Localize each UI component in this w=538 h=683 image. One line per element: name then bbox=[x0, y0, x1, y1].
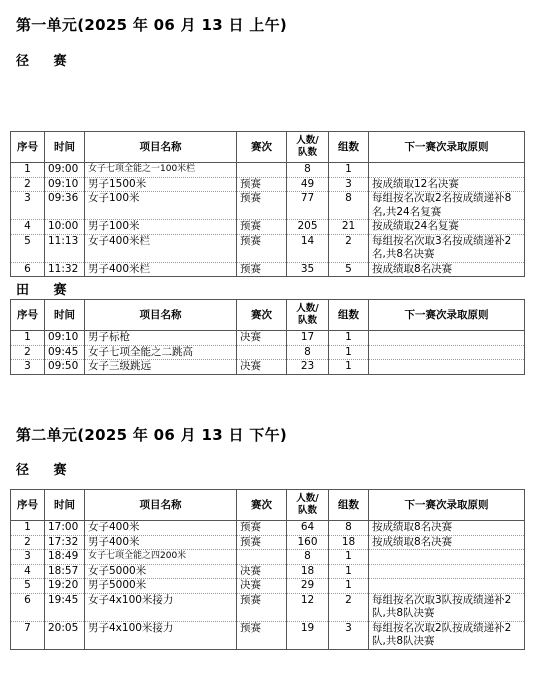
cell-round: 预赛 bbox=[237, 177, 287, 192]
cell-round: 预赛 bbox=[237, 621, 287, 649]
cell-time: 19:45 bbox=[45, 593, 85, 621]
cell-rule: 按成绩取8名决赛 bbox=[369, 262, 525, 277]
header-col-round: 赛次 bbox=[237, 300, 287, 331]
cell-event: 男子400米栏 bbox=[85, 262, 237, 277]
table-row bbox=[11, 177, 525, 192]
header-col-time: 时间 bbox=[45, 132, 85, 163]
header-col-round: 赛次 bbox=[237, 132, 287, 163]
section-title-field: 田 赛 bbox=[16, 283, 77, 298]
cell-index: 2 bbox=[11, 345, 45, 360]
cell-round: 预赛 bbox=[237, 593, 287, 621]
cell-time: 09:00 bbox=[45, 163, 85, 178]
table-row bbox=[11, 331, 525, 346]
header-col-rule: 下一赛次录取原则 bbox=[369, 132, 525, 163]
header-col-index: 序号 bbox=[11, 300, 45, 331]
cell-count: 18 bbox=[287, 564, 329, 579]
header-col-groups: 组数 bbox=[329, 300, 369, 331]
cell-groups: 1 bbox=[329, 331, 369, 346]
cell-time: 18:57 bbox=[45, 564, 85, 579]
cell-groups: 1 bbox=[329, 550, 369, 565]
cell-round: 预赛 bbox=[237, 521, 287, 536]
header-row bbox=[11, 132, 525, 163]
cell-time: 09:36 bbox=[45, 192, 85, 220]
cell-event: 男子100米 bbox=[85, 220, 237, 235]
table-row bbox=[11, 163, 525, 178]
cell-round: 决赛 bbox=[237, 564, 287, 579]
schedule-table bbox=[10, 131, 525, 277]
cell-round: 预赛 bbox=[237, 220, 287, 235]
cell-count: 8 bbox=[287, 345, 329, 360]
header-col-index: 序号 bbox=[11, 490, 45, 521]
cell-round: 预赛 bbox=[237, 262, 287, 277]
cell-groups: 1 bbox=[329, 579, 369, 594]
header-col-time: 时间 bbox=[45, 300, 85, 331]
cell-groups: 21 bbox=[329, 220, 369, 235]
cell-index: 3 bbox=[11, 360, 45, 375]
cell-groups: 3 bbox=[329, 621, 369, 649]
cell-groups: 1 bbox=[329, 360, 369, 375]
table-row bbox=[11, 360, 525, 375]
cell-round: 预赛 bbox=[237, 234, 287, 262]
cell-time: 09:10 bbox=[45, 331, 85, 346]
cell-event: 女子400米栏 bbox=[85, 234, 237, 262]
cell-groups: 1 bbox=[329, 163, 369, 178]
cell-time: 19:20 bbox=[45, 579, 85, 594]
header-col-event: 项目名称 bbox=[85, 490, 237, 521]
cell-index: 1 bbox=[11, 521, 45, 536]
header-row bbox=[11, 490, 525, 521]
cell-rule bbox=[369, 564, 525, 579]
cell-rule: 按成绩取8名决赛 bbox=[369, 535, 525, 550]
cell-round: 决赛 bbox=[237, 360, 287, 375]
cell-index: 6 bbox=[11, 593, 45, 621]
header-col-event: 项目名称 bbox=[85, 300, 237, 331]
cell-count: 12 bbox=[287, 593, 329, 621]
cell-count: 49 bbox=[287, 177, 329, 192]
cell-event: 男子5000米 bbox=[85, 579, 237, 594]
header-col-round: 赛次 bbox=[237, 490, 287, 521]
cell-count: 14 bbox=[287, 234, 329, 262]
cell-rule bbox=[369, 360, 525, 375]
cell-count: 205 bbox=[287, 220, 329, 235]
cell-count: 64 bbox=[287, 521, 329, 536]
cell-groups: 8 bbox=[329, 521, 369, 536]
cell-rule bbox=[369, 163, 525, 178]
header-col-count: 人数/ 队数 bbox=[287, 300, 329, 331]
cell-count: 8 bbox=[287, 550, 329, 565]
table-row bbox=[11, 192, 525, 220]
header-col-event: 项目名称 bbox=[85, 132, 237, 163]
cell-event: 女子三级跳远 bbox=[85, 360, 237, 375]
cell-index: 5 bbox=[11, 234, 45, 262]
cell-time: 09:45 bbox=[45, 345, 85, 360]
cell-rule: 每组按名次取2名按成绩递补8名,共24名复赛 bbox=[369, 192, 525, 220]
cell-count: 35 bbox=[287, 262, 329, 277]
table-row bbox=[11, 564, 525, 579]
cell-index: 1 bbox=[11, 331, 45, 346]
cell-rule: 按成绩取24名复赛 bbox=[369, 220, 525, 235]
table-row bbox=[11, 579, 525, 594]
cell-index: 4 bbox=[11, 564, 45, 579]
cell-groups: 1 bbox=[329, 564, 369, 579]
cell-groups: 3 bbox=[329, 177, 369, 192]
cell-round bbox=[237, 550, 287, 565]
table-row bbox=[11, 220, 525, 235]
cell-rule: 每组按名次取2队按成绩递补2队,共8队决赛 bbox=[369, 621, 525, 649]
cell-round: 预赛 bbox=[237, 535, 287, 550]
header-col-count: 人数/ 队数 bbox=[287, 132, 329, 163]
cell-rule bbox=[369, 579, 525, 594]
cell-groups: 5 bbox=[329, 262, 369, 277]
schedule-table bbox=[10, 489, 525, 650]
cell-rule bbox=[369, 331, 525, 346]
header-col-rule: 下一赛次录取原则 bbox=[369, 300, 525, 331]
cell-round: 决赛 bbox=[237, 331, 287, 346]
cell-groups: 2 bbox=[329, 593, 369, 621]
table-row bbox=[11, 234, 525, 262]
header-col-time: 时间 bbox=[45, 490, 85, 521]
cell-event: 女子400米 bbox=[85, 521, 237, 536]
table-row bbox=[11, 621, 525, 649]
table-row bbox=[11, 593, 525, 621]
table-row bbox=[11, 550, 525, 565]
cell-time: 11:13 bbox=[45, 234, 85, 262]
cell-rule bbox=[369, 345, 525, 360]
cell-index: 3 bbox=[11, 550, 45, 565]
cell-rule: 按成绩取12名决赛 bbox=[369, 177, 525, 192]
cell-rule: 每组按名次取3名按成绩递补2名,共8名决赛 bbox=[369, 234, 525, 262]
cell-rule: 每组按名次取3队按成绩递补2队,共8队决赛 bbox=[369, 593, 525, 621]
cell-event: 女子七项全能之四200米 bbox=[85, 550, 237, 565]
cell-time: 20:05 bbox=[45, 621, 85, 649]
header-col-groups: 组数 bbox=[329, 490, 369, 521]
cell-event: 女子七项全能之一100米栏 bbox=[85, 163, 237, 178]
cell-count: 19 bbox=[287, 621, 329, 649]
cell-count: 29 bbox=[287, 579, 329, 594]
cell-index: 2 bbox=[11, 177, 45, 192]
header-col-rule: 下一赛次录取原则 bbox=[369, 490, 525, 521]
cell-count: 8 bbox=[287, 163, 329, 178]
cell-event: 男子标枪 bbox=[85, 331, 237, 346]
cell-event: 男子4x100米接力 bbox=[85, 621, 237, 649]
cell-time: 18:49 bbox=[45, 550, 85, 565]
cell-count: 77 bbox=[287, 192, 329, 220]
cell-round: 预赛 bbox=[237, 192, 287, 220]
header-col-groups: 组数 bbox=[329, 132, 369, 163]
cell-time: 09:50 bbox=[45, 360, 85, 375]
cell-index: 7 bbox=[11, 621, 45, 649]
cell-round bbox=[237, 163, 287, 178]
cell-groups: 18 bbox=[329, 535, 369, 550]
cell-groups: 2 bbox=[329, 234, 369, 262]
cell-time: 11:32 bbox=[45, 262, 85, 277]
cell-event: 男子400米 bbox=[85, 535, 237, 550]
unit-title: 第一单元(2025 年 06 月 13 日 上午) bbox=[16, 16, 288, 34]
cell-groups: 1 bbox=[329, 345, 369, 360]
cell-index: 1 bbox=[11, 163, 45, 178]
unit-title: 第二单元(2025 年 06 月 13 日 下午) bbox=[16, 426, 288, 444]
cell-groups: 8 bbox=[329, 192, 369, 220]
cell-time: 17:32 bbox=[45, 535, 85, 550]
cell-round: 决赛 bbox=[237, 579, 287, 594]
cell-event: 女子4x100米接力 bbox=[85, 593, 237, 621]
cell-time: 17:00 bbox=[45, 521, 85, 536]
header-row bbox=[11, 300, 525, 331]
cell-index: 3 bbox=[11, 192, 45, 220]
cell-index: 2 bbox=[11, 535, 45, 550]
table-row bbox=[11, 535, 525, 550]
section-title-track: 径 赛 bbox=[16, 54, 77, 69]
cell-time: 10:00 bbox=[45, 220, 85, 235]
cell-event: 男子1500米 bbox=[85, 177, 237, 192]
section-title-track: 径 赛 bbox=[16, 463, 77, 478]
cell-time: 09:10 bbox=[45, 177, 85, 192]
cell-rule: 按成绩取8名决赛 bbox=[369, 521, 525, 536]
cell-event: 女子七项全能之二跳高 bbox=[85, 345, 237, 360]
cell-index: 4 bbox=[11, 220, 45, 235]
cell-count: 23 bbox=[287, 360, 329, 375]
cell-count: 17 bbox=[287, 331, 329, 346]
table-row bbox=[11, 262, 525, 277]
cell-index: 5 bbox=[11, 579, 45, 594]
cell-rule bbox=[369, 550, 525, 565]
cell-index: 6 bbox=[11, 262, 45, 277]
cell-round bbox=[237, 345, 287, 360]
header-col-index: 序号 bbox=[11, 132, 45, 163]
cell-event: 女子100米 bbox=[85, 192, 237, 220]
header-col-count: 人数/ 队数 bbox=[287, 490, 329, 521]
table-row bbox=[11, 521, 525, 536]
schedule-table bbox=[10, 299, 525, 375]
table-row bbox=[11, 345, 525, 360]
cell-event: 女子5000米 bbox=[85, 564, 237, 579]
cell-count: 160 bbox=[287, 535, 329, 550]
